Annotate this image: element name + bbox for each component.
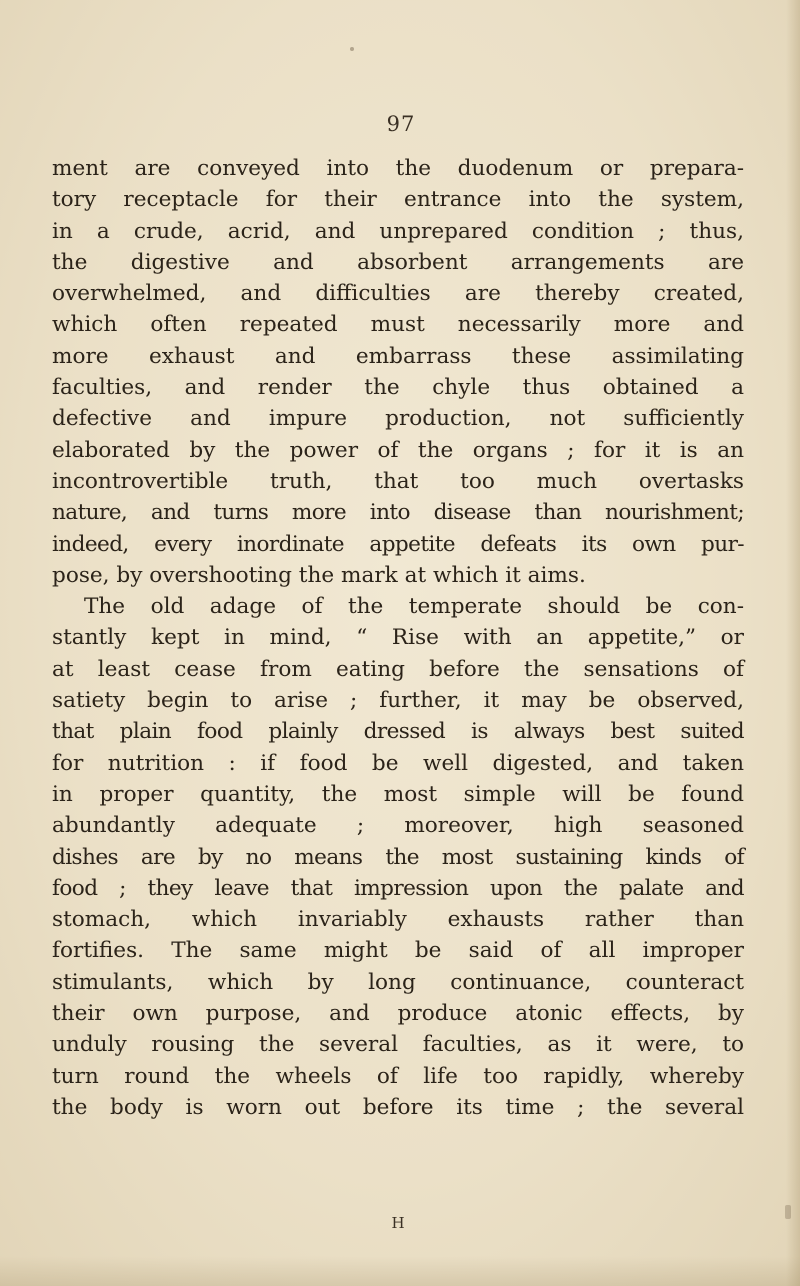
text-line: turn round the wheels of life too rapidly, whereby xyxy=(52,1063,744,1089)
page-bottom-shadow xyxy=(0,1256,800,1286)
body-text xyxy=(52,153,744,1123)
text-line: unduly rousing the several faculties, as it were, to xyxy=(52,1032,744,1058)
text-line: their own purpose, and produce atonic effects, by xyxy=(52,1001,744,1027)
text-line: stimulants, which by long continuance, counteract xyxy=(52,969,744,995)
signature-mark: H xyxy=(391,1214,405,1232)
text-line: ment are conveyed into the duodenum or prepara- xyxy=(52,156,744,181)
page-number: 97 xyxy=(386,112,416,136)
text-line: satiety begin to arise ; further, it may be observed, xyxy=(52,688,744,714)
text-line: more exhaust and embarrass these assimilating xyxy=(52,343,744,369)
text-line: indeed, every inordinate appetite defeats its own pur- xyxy=(52,531,744,557)
text-line: food ; they leave that impression upon the palate and xyxy=(52,875,744,901)
text-line: stomach, which invariably exhausts rather than xyxy=(52,907,744,933)
text-line: nature, and turns more into disease than nourishment; xyxy=(52,500,744,526)
text-line: stantly kept in mind, “ Rise with an appetite,” or xyxy=(52,625,744,651)
paragraph-start-line: The old adage of the temperate should be con- xyxy=(84,594,744,620)
text-line: the body is worn out before its time ; the several xyxy=(52,1094,744,1120)
text-line: pose, by overshooting the mark at which it aims. xyxy=(52,562,586,588)
text-line: for nutrition : if food be well digested, and taken xyxy=(52,750,744,776)
text-line: defective and impure production, not sufficiently xyxy=(52,406,744,432)
text-line: overwhelmed, and difficulties are thereby created, xyxy=(52,281,744,307)
text-line: at least cease from eating before the sensations of xyxy=(52,656,744,682)
text-line: in proper quantity, the most simple will be found xyxy=(52,781,744,807)
text-line: in a crude, acrid, and unprepared condition ; thus, xyxy=(52,218,744,244)
text-line: elaborated by the power of the organs ; for it is an xyxy=(52,437,744,463)
text-line: fortifies. The same might be said of all improper xyxy=(52,938,744,964)
text-line: faculties, and render the chyle thus obtained a xyxy=(52,375,744,401)
text-line: the digestive and absorbent arrangements are xyxy=(52,249,744,275)
text-line: dishes are by no means the most sustaining kinds of xyxy=(52,844,744,870)
text-line: abundantly adequate ; moreover, high seasoned xyxy=(52,813,744,839)
text-line: which often repeated must necessarily more and xyxy=(52,312,744,338)
text-line: incontrovertible truth, that too much overtasks xyxy=(52,468,744,494)
page-edge-shadow xyxy=(786,0,800,1286)
text-line: tory receptacle for their entrance into the system, xyxy=(52,187,744,213)
text-line: that plain food plainly dressed is always best suited xyxy=(52,719,744,745)
